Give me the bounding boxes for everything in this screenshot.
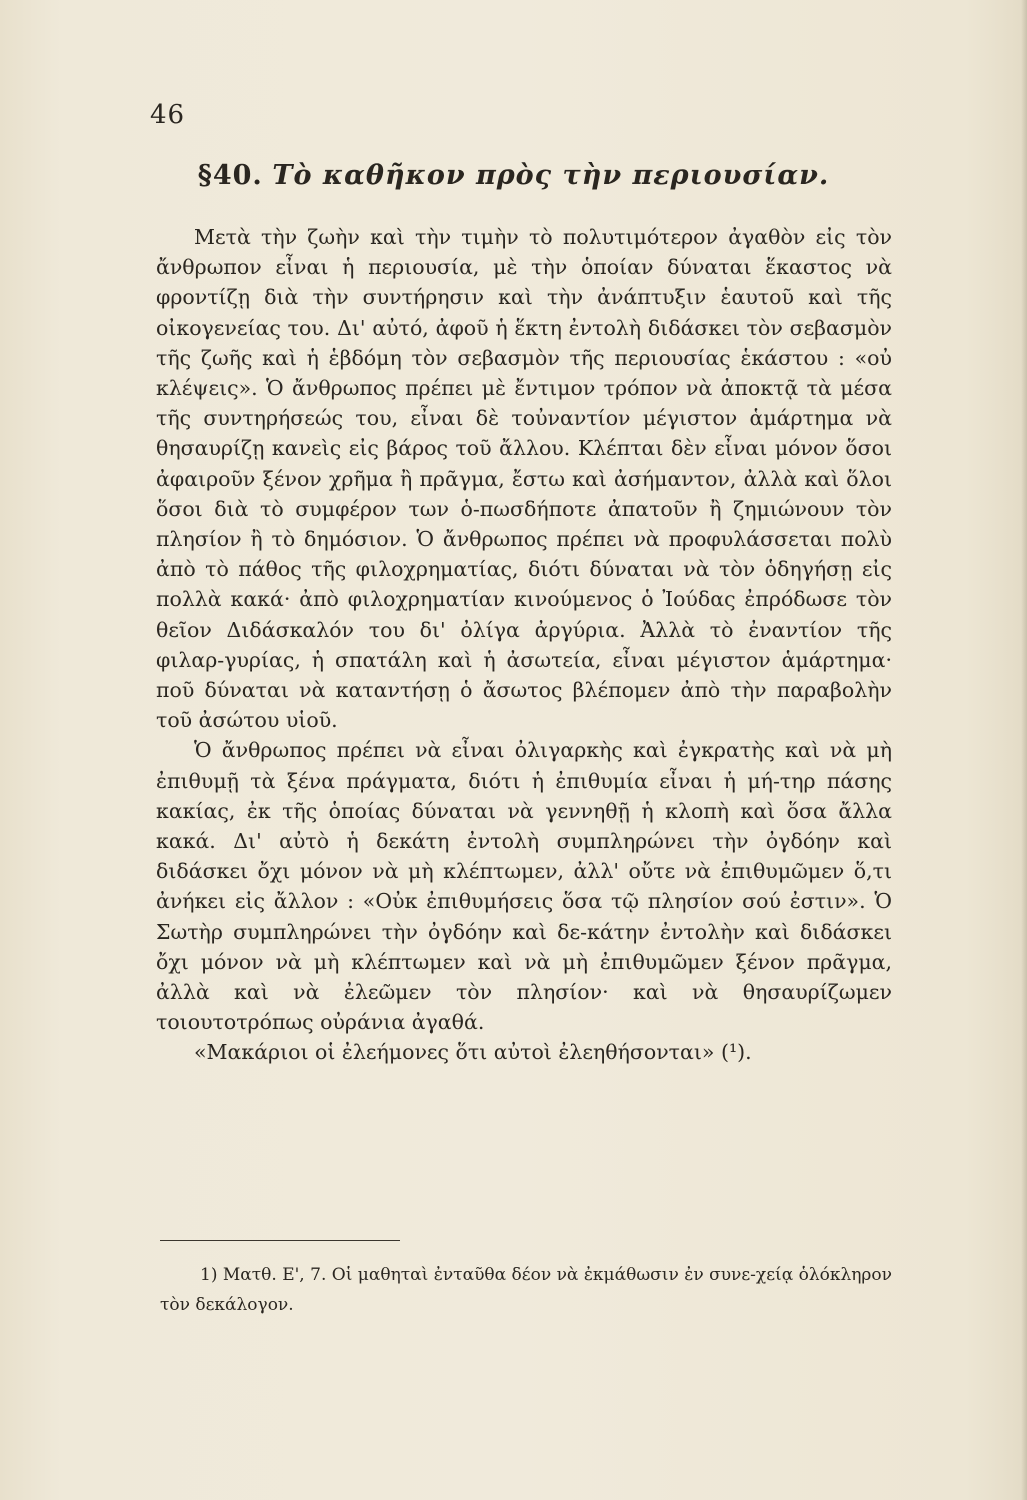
section-title: Τὸ καθῆκον πρὸς τὴν περιουσίαν.: [272, 160, 830, 191]
paragraph-3: [156, 1037, 892, 1067]
section-number: 40.: [212, 160, 263, 191]
paragraph-1: Μετὰ τὴν ζωὴν καὶ τὴν τιμὴν τὸ πολυτιμότερον ἀγαθὸν εἰς τὸν ἄνθρωπον εἶναι ἡ περιουσία, μὲ τὴν ὁποίαν δύναται ἕκαστος νὰ φροντίζῃ διὰ τὴν συντήρησιν καὶ τὴν ἀνάπτυξιν ἑαυτοῦ καὶ τῆς οἰκογενείας του. Δι' αὐτό, ἀφοῦ ἡ ἕκτη ἐντολὴ διδάσκει τὸν σεβασμὸν τῆς ζωῆς καὶ ἡ ἑβδόμη τὸν σεβασμὸν τῆς περιουσίας ἑκάστου : «οὐ κλέψεις». Ὁ ἄνθρωπος πρέπει μὲ ἔντιμον τρόπον νὰ ἀποκτᾷ τὰ μέσα τῆς συντηρήσεώς του, εἶναι δὲ τοὐναντίον μέγιστον ἁμάρτημα νὰ θησαυρίζῃ κανεὶς εἰς βάρος τοῦ ἄλλου. Κλέπται δὲν εἶναι μόνον ὅσοι ἀφαιροῦν ξένον χρῆμα ἢ πρᾶγμα, ἔστω καὶ ἀσήμαντον, ἀλλὰ καὶ ὅλοι ὅσοι διὰ τὸ συμφέρον των ὁ-πωσδήποτε ἀπατοῦν ἢ ζημιώνουν τὸν πλησίον ἢ τὸ δημόσιον. Ὁ ἄνθρωπος πρέπει νὰ προφυλάσσεται πολὺ ἀπὸ τὸ πάθος τῆς φιλοχρηματίας, διότι δύναται νὰ τὸν ὁδηγήσῃ εἰς πολλὰ κακά· ἀπὸ φιλοχρηματίαν κινούμενος ὁ Ἰούδας ἐπρόδωσε τὸν θεῖον Διδάσκαλόν του δι' ὀλίγα ἀργύρια. Ἀλλὰ τὸ ἐναντίον τῆς φιλαρ-γυρίας, ἡ σπατάλη καὶ ἡ ἀσωτεία, εἶναι μέγιστον ἁμάρτημα· ποῦ δύναται νὰ καταντήσῃ ὁ ἄσωτος βλέπομεν ἀπὸ τὴν παραβολὴν τοῦ ἀσώτου υἱοῦ.: [156, 225, 892, 733]
page-number: 46: [150, 100, 186, 130]
footnote-divider: [160, 1240, 400, 1241]
body-text: [156, 222, 892, 1068]
paragraph-2: Ὁ ἄνθρωπος πρέπει νὰ εἶναι ὀλιγαρκὴς καὶ ἐγκρατὴς καὶ νὰ μὴ ἐπιθυμῇ τὰ ξένα πράγματα, διότι ἡ ἐπιθυμία εἶναι ἡ μή-τηρ πάσης κακίας, ἐκ τῆς ὁποίας δύναται νὰ γεννηθῇ ἡ κλοπὴ καὶ ὅσα ἄλλα κακά. Δι' αὐτὸ ἡ δεκάτη ἐντολὴ συμπληρώνει τὴν ὀγδόην καὶ διδάσκει ὄχι μόνον νὰ μὴ κλέπτωμεν, ἀλλ' οὔτε νὰ ἐπιθυμῶμεν ὅ,τι ἀνήκει εἰς ἄλλον : «Οὐκ ἐπιθυμήσεις ὅσα τῷ πλησίον σού ἐστιν». Ὁ Σωτὴρ συμπληρώνει τὴν ὀγδόην καὶ δε-κάτην ἐντολὴν καὶ διδάσκει ὄχι μόνον νὰ μὴ κλέπτωμεν καὶ νὰ μὴ ἐπιθυμῶμεν ξένον πρᾶγμα, ἀλλὰ καὶ νὰ ἐλεῶμεν τὸν πλησίον· καὶ νὰ θησαυρίζωμεν τοιουτοτρόπως οὐράνια ἀγαθά.: [156, 738, 892, 1035]
beatitude-quote: «Μακάριοι οἱ ἐλεήμονες ὅτι αὐτοὶ ἐλεηθήσονται»: [194, 1040, 715, 1065]
footnote-reference: (¹).: [720, 1040, 752, 1065]
section-heading: [0, 160, 1027, 191]
footnote: [160, 1260, 892, 1320]
page-edge-shadow: [1021, 0, 1027, 1500]
section-symbol: §: [197, 160, 213, 191]
footnote-text: 1) Ματθ. Ε', 7. Οἱ μαθηταὶ ἐνταῦθα δέον νὰ ἐκμάθωσιν ἐν συνε-χείᾳ ὁλόκληρον τὸν δεκάλογον.: [160, 1265, 892, 1315]
